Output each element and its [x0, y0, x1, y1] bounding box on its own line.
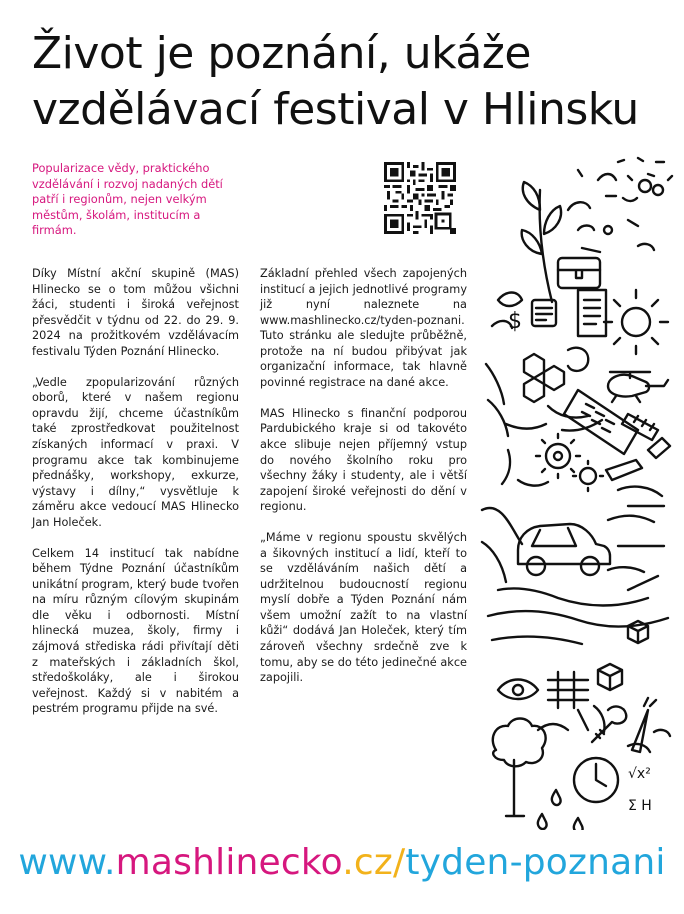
- url-domain: mashlinecko: [115, 842, 343, 883]
- svg-text:$: $: [508, 309, 522, 334]
- headline-line-2: vzdělávací festival v Hlinsku: [32, 84, 639, 135]
- footer-url[interactable]: [0, 838, 684, 888]
- url-prefix: www.: [18, 842, 116, 883]
- body-paragraph: Základní přehled všech zapojených institucí a jejich jednotlivé programy již nyní naleznete na www.mashlinecko.cz/tyden-poznani. Tuto stránku ale sledujte průběžně, protože na ní budou přibývat jak organizační informace, tak hlavně povinné registrace na dané akce.: [260, 267, 467, 389]
- headline: [32, 26, 672, 138]
- right-column: [260, 266, 467, 701]
- lead-paragraph: Popularizace vědy, praktického vzdělávání i rozvoj nadaných dětí patří i regionům, nejen velkým městům, školám, institucím a firmám.: [32, 161, 223, 237]
- body-paragraph: Díky Místní akční skupině (MAS) Hlinecko se o tom můžou všichni žáci, studenti i široká veřejnost přesvědčit v týdnu od 22. do 29. 9. 2024 na prožitkovém vzdělávacím festivalu Týden Poznání Hlinecko.: [32, 267, 239, 358]
- svg-text:√x²: √x²: [628, 766, 651, 782]
- body-paragraph: „Vedle zpopularizování různých oborů, které v našem regionu opravdu žijí, chceme účastníkům také zprostředkovat použitelnost získaných informací v praxi. V programu akce tak kombinujeme přednášky, workshopy, exkurze, výstavy i dílny,“ vysvětluje k záměru akce vedoucí MAS Hlinecko Jan Holeček.: [32, 375, 239, 529]
- doodle-illustration: [478, 150, 678, 830]
- body-paragraph: „Máme v regionu spoustu skvělých a šikovných institucí a lidí, kteří to se vzděláváním našich dětí a udržitelnou budoucností regionu myslí dobře a Týden Poznání nám všem umožní zažít to na vlastní kůži“ dodává Jan Holeček, který tím zároveň všechny srdečně zve k tomu, aby se do této jedinečné akce zapojili.: [260, 531, 467, 685]
- url-path: tyden-poznani: [405, 842, 666, 883]
- qr-code-icon[interactable]: [384, 162, 456, 234]
- headline-line-1: Život je poznání, ukáže: [32, 28, 531, 79]
- url-tld: .cz/: [342, 842, 406, 883]
- svg-text:Σ H: Σ H: [628, 798, 652, 814]
- body-paragraph: Celkem 14 institucí tak nabídne během Týdne Poznání účastníkům unikátní program, který bude tvořen na míru různým cílovým skupinám dle věku i odbornosti. Místní hlinecká muzea, školy, firmy i zájmová střediska rádi přivítají děti z mateřských i základních škol, středoškoláky, ale i širokou veřejnost. Každý si v nabitém a pestrém programu přijde na své.: [32, 546, 239, 716]
- body-paragraph: MAS Hlinecko s finanční podporou Pardubického kraje si od takovéto akce slibuje nejen příjemný vstup do nového školního roku pro všechny žáky i studenty, ale i větší zapojení široké veřejnosti do dění v regionu.: [260, 406, 467, 514]
- left-column: [32, 266, 239, 732]
